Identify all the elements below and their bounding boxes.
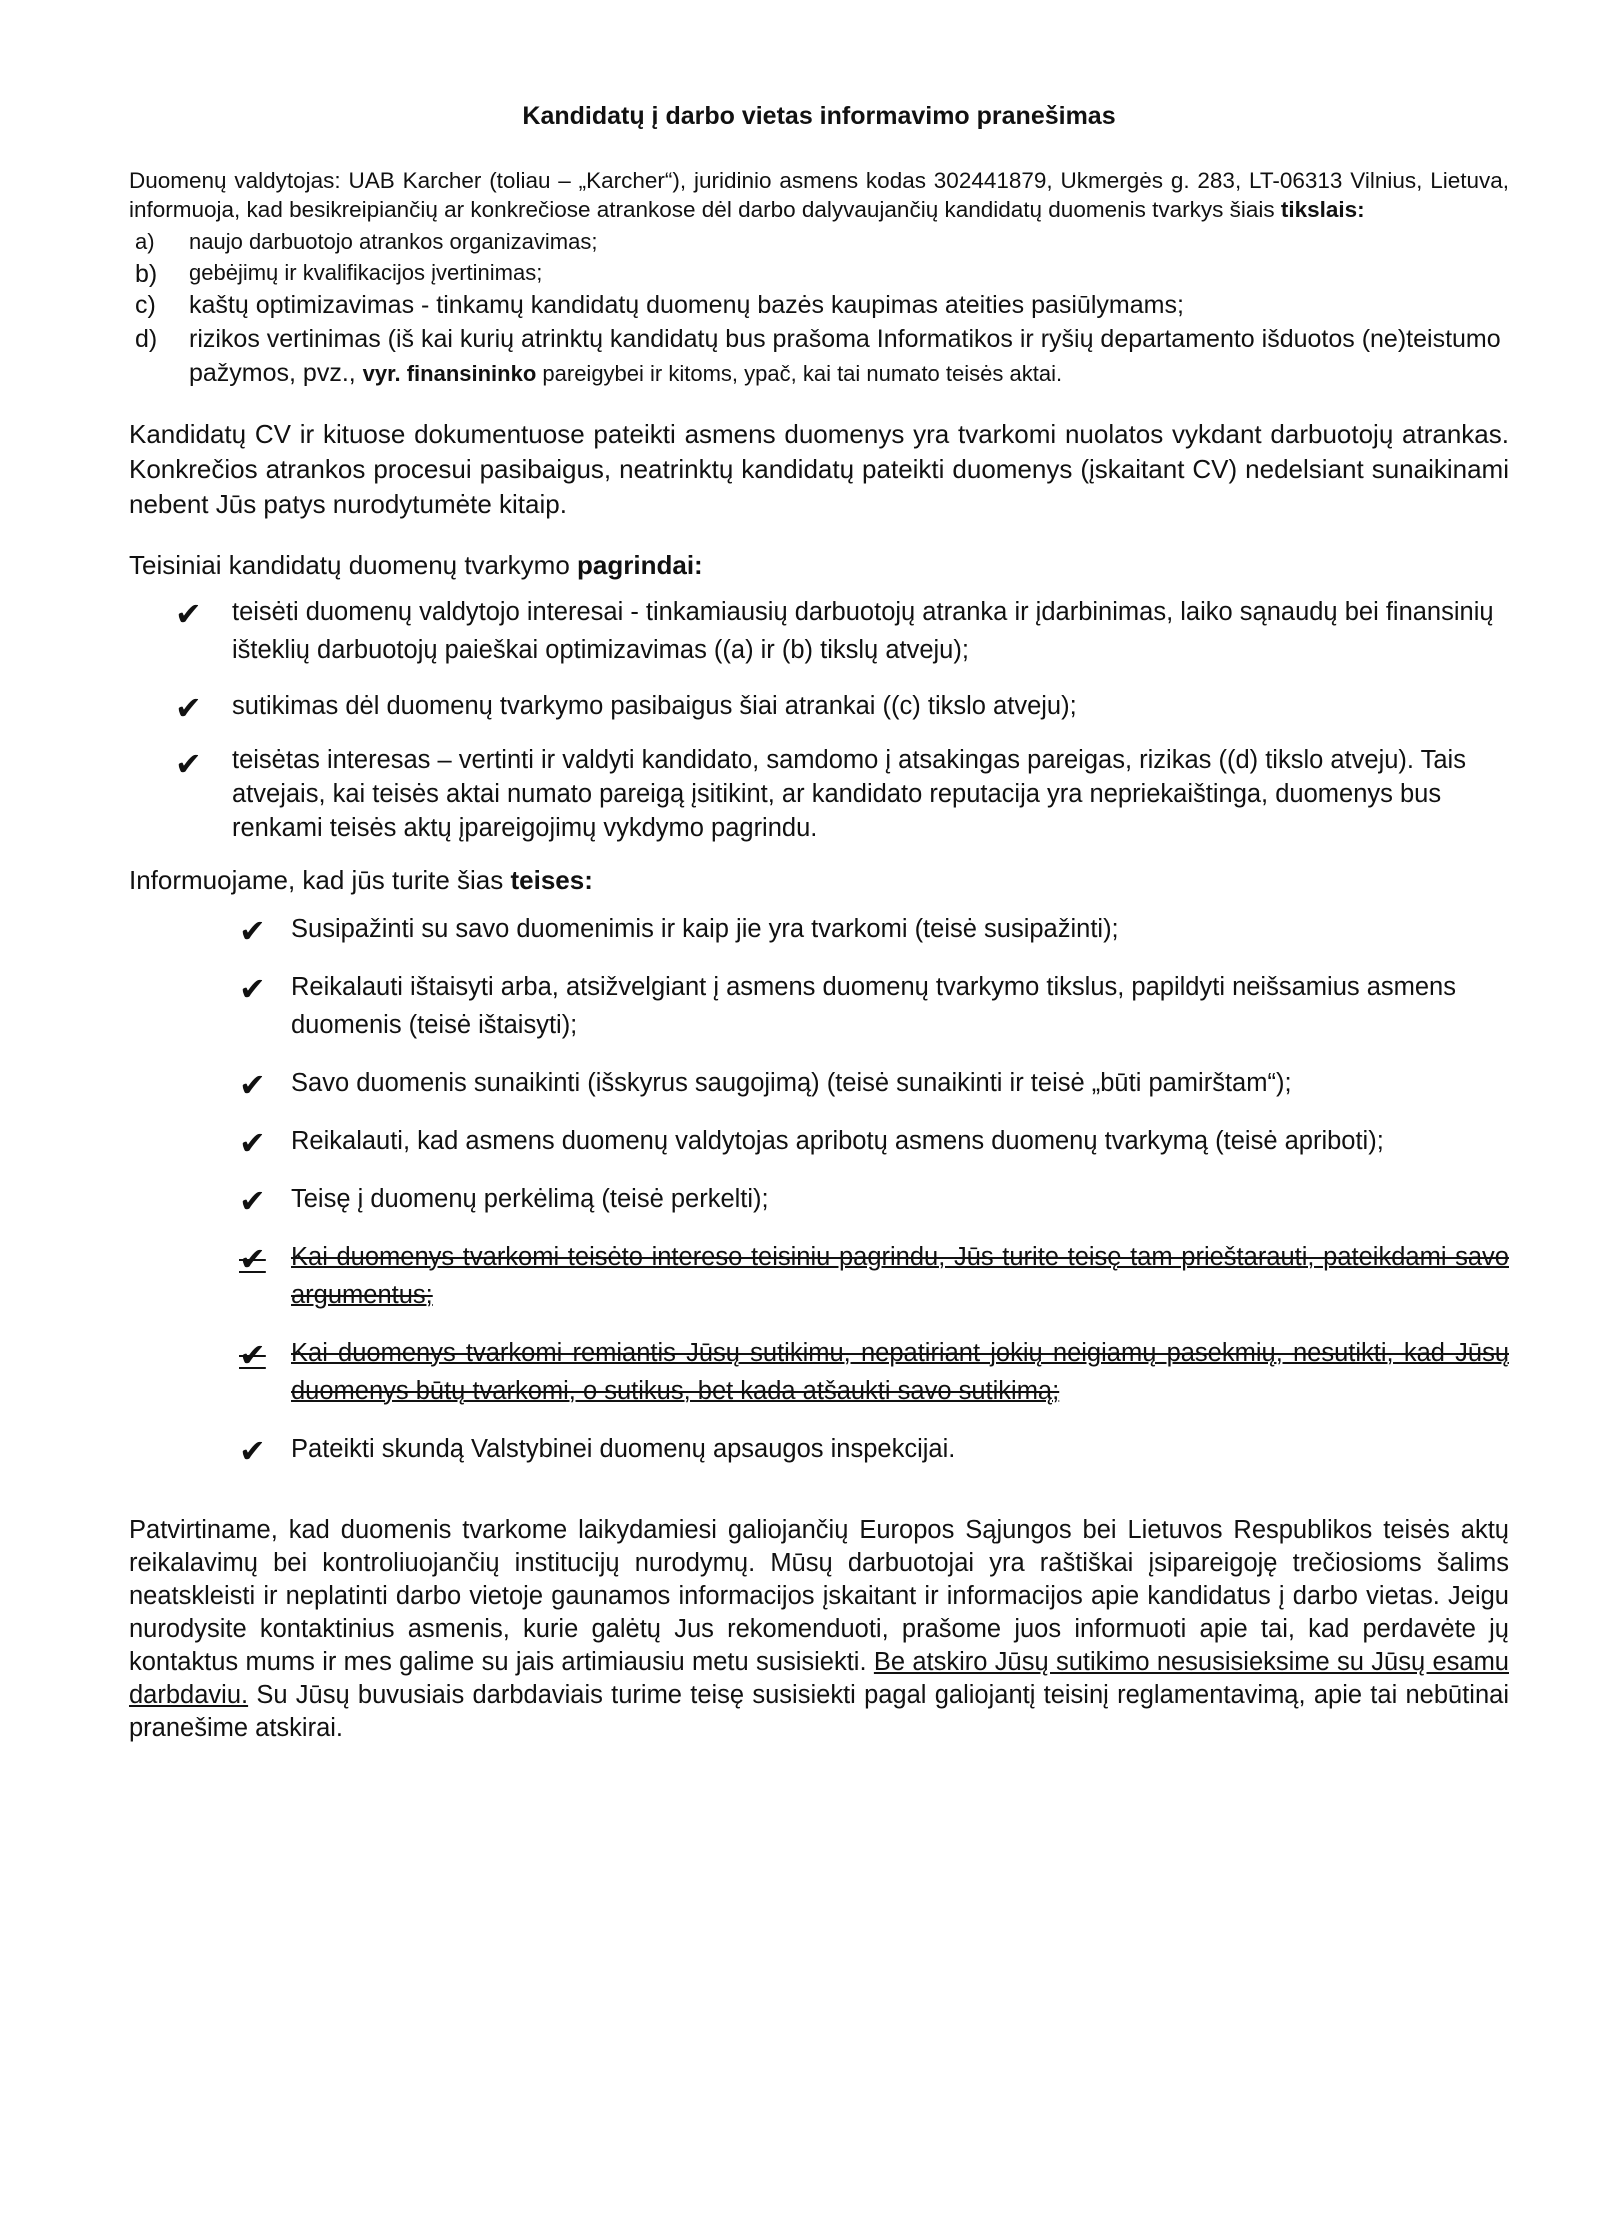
checkmark-icon: ✔	[175, 745, 202, 783]
purpose-bold: vyr. finansininko	[362, 361, 537, 386]
legal-basis-heading	[129, 548, 1509, 583]
purpose-marker: c)	[135, 291, 156, 319]
rights-text: Reikalauti, kad asmens duomenų valdytojas apribotų asmens duomenų tvarkymą (teisė apriboti);	[291, 1127, 1384, 1155]
closing-paragraph	[129, 1514, 1509, 1745]
rights-text: Reikalauti ištaisyti arba, atsižvelgiant į asmens duomenų tvarkymo tikslus, papildyti neišsamius asmens duomenis (teisė ištaisyti);	[291, 973, 1456, 1039]
document-title: Kandidatų į darbo vietas informavimo pranešimas	[522, 102, 1116, 130]
legal-basis-item	[129, 593, 1509, 669]
purpose-text: rizikos vertinimas (iš kai kurių atrinktų kandidatų bus prašoma Informatikos ir ryšių departamento išduotos (ne)teistumo pažymos, pvz.,	[189, 325, 1501, 387]
purpose-item	[129, 257, 1509, 288]
checkmark-icon: ✔	[239, 1432, 266, 1470]
intro-paragraph	[129, 166, 1509, 224]
checkmark-icon: ✔	[175, 595, 202, 633]
legal-basis-text: teisėtas interesas – vertinti ir valdyti kandidato, samdomo į atsakingas pareigas, rizikas ((d) tikslo atveju). Tais atvejais, kai teisės aktai numato pareigą įsitikint, ar kandidato reputacija yra nepriekaištinga, duomenys bus renkami teisės aktų įpareigojimų vykdymo pagrindu.	[232, 746, 1466, 842]
cv-paragraph: Kandidatų CV ir kituose dokumentuose pateikti asmens duomenys yra tvarkomi nuolatos vykdant darbuotojų atrankas. Konkrečios atrankos procesui pasibaigus, neatrinktų kandidatų pateikti duomenys (įskaitant CV) nedelsiant sunaikinami nebent Jūs patys nurodytumėte kitaip.	[129, 419, 1509, 519]
rights-item	[229, 910, 1509, 948]
closing-tail: Su Jūsų buvusiais darbdaviais turime teisę susisiekti pagal galiojantį teisinį reglamentavimą, apie tai nebūtinai pranešime atskirai.	[129, 1681, 1509, 1742]
checkmark-icon: ✔	[239, 1336, 266, 1374]
closing-underlined: Be atskiro Jūsų sutikimo nesusisieksime su Jūsų esamu darbdaviu.	[129, 1648, 1509, 1709]
purpose-marker: b)	[135, 260, 158, 288]
purpose-marker: a)	[135, 229, 155, 254]
intro-bold: tikslais:	[1280, 197, 1365, 222]
checkmark-icon: ✔	[239, 1240, 266, 1278]
rights-text: Susipažinti su savo duomenimis ir kaip jie yra tvarkomi (teisė susipažinti);	[291, 915, 1119, 943]
legal-basis-item	[129, 687, 1509, 725]
closing-text: Patvirtiname, kad duomenis tvarkome laikydamiesi galiojančių Europos Sąjungos bei Lietuvos Respublikos teisės aktų reikalavimų bei kontroliuojančių institucijų nurodymų. Mūsų darbuotojai yra raštiškai įsipareigoję trečiosioms šalims neatskleisti ir neplatinti darbo vietoje gaunamos informacijos įskaitant ir informacijos apie kandidatus į darbo vietas. Jeigu nurodysite kontaktinius asmenis, kurie galėtų Jus rekomenduoti, prašome juos informuoti apie tai, kad perdavėte jų kontaktus mums ir mes galime su jais artimiausiu metu susisiekti.	[129, 1516, 1509, 1676]
legal-basis-list	[129, 593, 1509, 845]
purpose-text: kaštų optimizavimas - tinkamų kandidatų duomenų bazės kaupimas ateities pasiūlymams;	[189, 291, 1184, 319]
rights-item	[229, 1180, 1509, 1218]
rights-text: Savo duomenis sunaikinti (išskyrus saugojimą) (teisė sunaikinti ir teisė „būti pamirštam“);	[291, 1069, 1292, 1097]
purposes-list	[129, 226, 1509, 391]
rights-list	[229, 910, 1509, 1468]
rights-heading	[129, 863, 1509, 898]
intro-text: Duomenų valdytojas: UAB Karcher (toliau – „Karcher“), juridinio asmens kodas 302441879, Ukmergės g. 283, LT-06313 Vilnius, Lietuva, informuoja, kad besikreipiančių ar konkrečiose atrankose dėl darbo dalyvaujančių kandidatų duomenis tvarkys šiais	[129, 168, 1509, 222]
document-page	[129, 100, 1509, 1745]
purpose-item	[129, 226, 1509, 257]
rights-text: Pateikti skundą Valstybinei duomenų apsaugos inspekcijai.	[291, 1435, 956, 1463]
checkmark-icon: ✔	[175, 689, 202, 727]
checkmark-icon: ✔	[239, 1124, 266, 1162]
checkmark-icon: ✔	[239, 1182, 266, 1220]
purpose-text: gebėjimų ir kvalifikacijos įvertinimas;	[189, 260, 543, 285]
legal-basis-item	[129, 743, 1509, 845]
purpose-item	[129, 322, 1509, 391]
checkmark-icon: ✔	[239, 1066, 266, 1104]
rights-item	[229, 1122, 1509, 1160]
rights-item-struck	[229, 1334, 1509, 1410]
rights-item	[229, 968, 1509, 1044]
rights-item-struck	[229, 1238, 1509, 1314]
checkmark-icon: ✔	[239, 970, 266, 1008]
purpose-item	[129, 288, 1509, 322]
legal-basis-text: teisėti duomenų valdytojo interesai - tinkamiausių darbuotojų atranka ir įdarbinimas, laiko sąnaudų bei finansinių išteklių darbuotojų paieškai optimizavimas ((a) ir (b) tikslų atveju);	[232, 598, 1494, 664]
rights-item	[229, 1064, 1509, 1102]
purpose-marker: d)	[135, 325, 158, 353]
legal-basis-bold: pagrindai:	[577, 550, 703, 580]
rights-text: Teisę į duomenų perkėlimą (teisė perkelti);	[291, 1185, 769, 1213]
purpose-text: naujo darbuotojo atrankos organizavimas;	[189, 229, 598, 254]
rights-bold: teises:	[510, 865, 593, 895]
rights-intro: Informuojame, kad jūs turite šias	[129, 865, 511, 895]
legal-basis-intro: Teisiniai kandidatų duomenų tvarkymo	[129, 550, 578, 580]
checkmark-icon: ✔	[239, 912, 266, 950]
legal-basis-text: sutikimas dėl duomenų tvarkymo pasibaigus šiai atrankai ((c) tikslo atveju);	[232, 692, 1077, 720]
purpose-tail: pareigybei ir kitoms, ypač, kai tai numato teisės aktai.	[536, 361, 1063, 386]
rights-text-struck: Kai duomenys tvarkomi teisėto intereso teisiniu pagrindu, Jūs turite teisę tam prieštarauti, pateikdami savo argumentus;	[291, 1243, 1509, 1309]
rights-text-struck: Kai duomenys tvarkomi remiantis Jūsų sutikimu, nepatiriant jokių neigiamų pasekmių, nesutikti, kad Jūsų duomenys būtų tvarkomi, o sutikus, bet kada atšaukti savo sutikimą;	[291, 1339, 1509, 1405]
rights-item	[229, 1430, 1509, 1468]
